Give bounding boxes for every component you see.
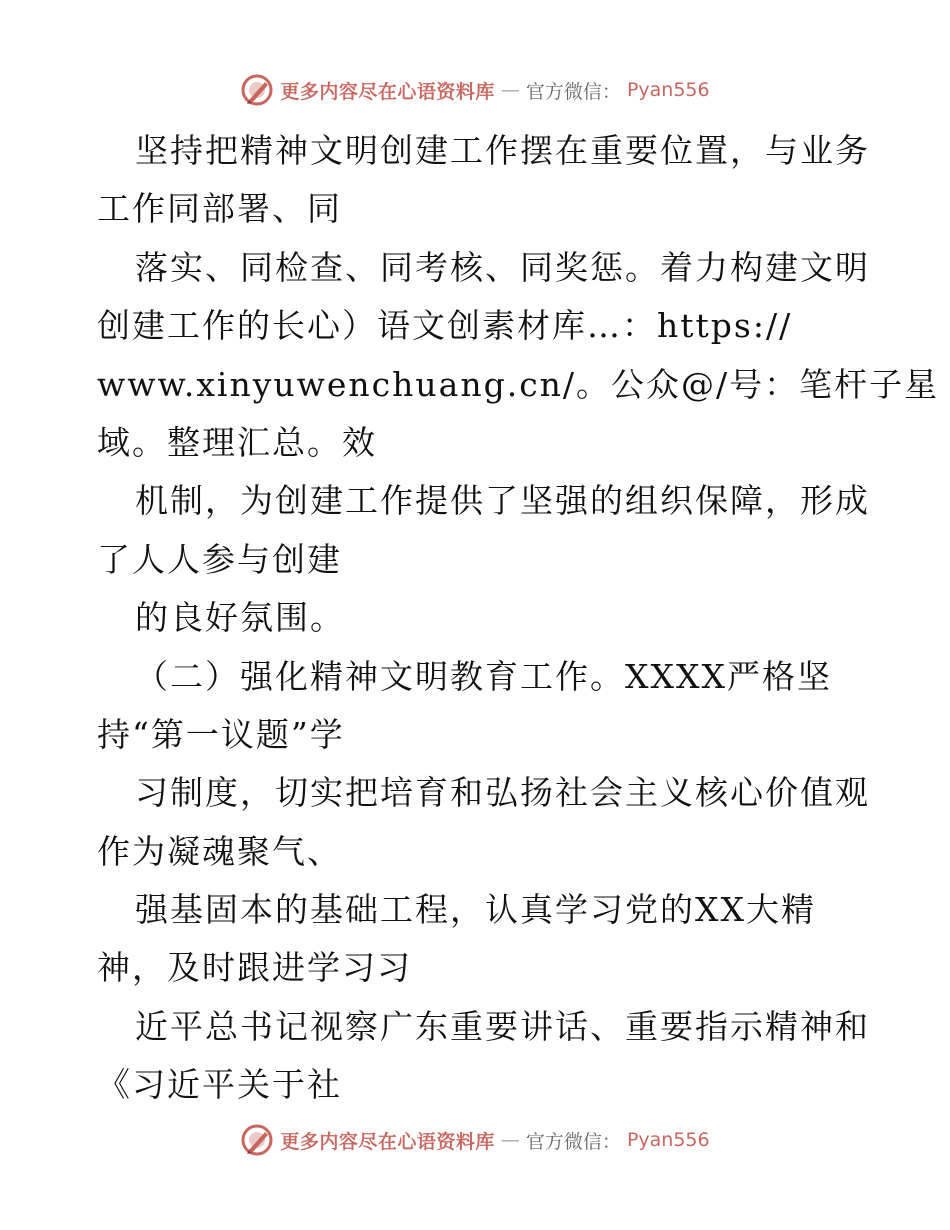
body-line: 神，及时跟进学习习 — [97, 948, 412, 988]
banner-site-text: 更多内容尽在心语资料库 — [280, 80, 495, 103]
body-line: 持“第一议题”学 — [97, 714, 345, 754]
banner-account: Pyan556 — [626, 1129, 710, 1151]
body-line: 创建工作的长心）语文创素材库…：https:// — [97, 306, 793, 346]
body-line: 了人人参与创建 — [97, 539, 342, 579]
banner-label: 官方微信： — [525, 1130, 621, 1153]
body-line: 落实、同检查、同考核、同奖惩。着力构建文明 — [135, 247, 870, 287]
banner-account: Pyan556 — [626, 79, 710, 101]
body-line: 作为凝魂聚气、 — [97, 831, 342, 871]
body-line: 域。整理汇总。效 — [97, 422, 377, 462]
body-line: 工作同部署、同 — [97, 189, 342, 229]
footer-banner — [0, 1120, 950, 1160]
pen-logo-icon — [240, 73, 274, 107]
body-line: 机制，为创建工作提供了坚强的组织保障，形成 — [135, 481, 870, 521]
banner-label: 官方微信： — [525, 80, 621, 103]
banner-dash: — — [500, 1129, 520, 1151]
banner-site-text: 更多内容尽在心语资料库 — [280, 1130, 495, 1153]
body-line: 的良好氛围。 — [135, 598, 345, 638]
header-banner — [0, 70, 950, 110]
banner-dash: — — [500, 79, 520, 101]
body-line: 强基固本的基础工程，认真学习党的XX大精 — [135, 890, 816, 930]
body-line: 《习近平关于社 — [97, 1065, 342, 1105]
body-line: 习制度，切实把培育和弘扬社会主义核心价值观 — [135, 773, 870, 813]
document-body — [97, 122, 940, 1115]
section-heading: （二）强化精神文明教育工作。XXXX严格坚 — [135, 656, 832, 696]
body-line: 坚持把精神文明创建工作摆在重要位置，与业务 — [135, 131, 870, 170]
pen-logo-icon — [240, 1123, 274, 1157]
body-line-link: www.xinyuwenchuang.cn/。公众@/号：笔杆子星 — [97, 364, 940, 404]
body-line: 近平总书记视察广东重要讲话、重要指示精神和 — [135, 1006, 870, 1046]
